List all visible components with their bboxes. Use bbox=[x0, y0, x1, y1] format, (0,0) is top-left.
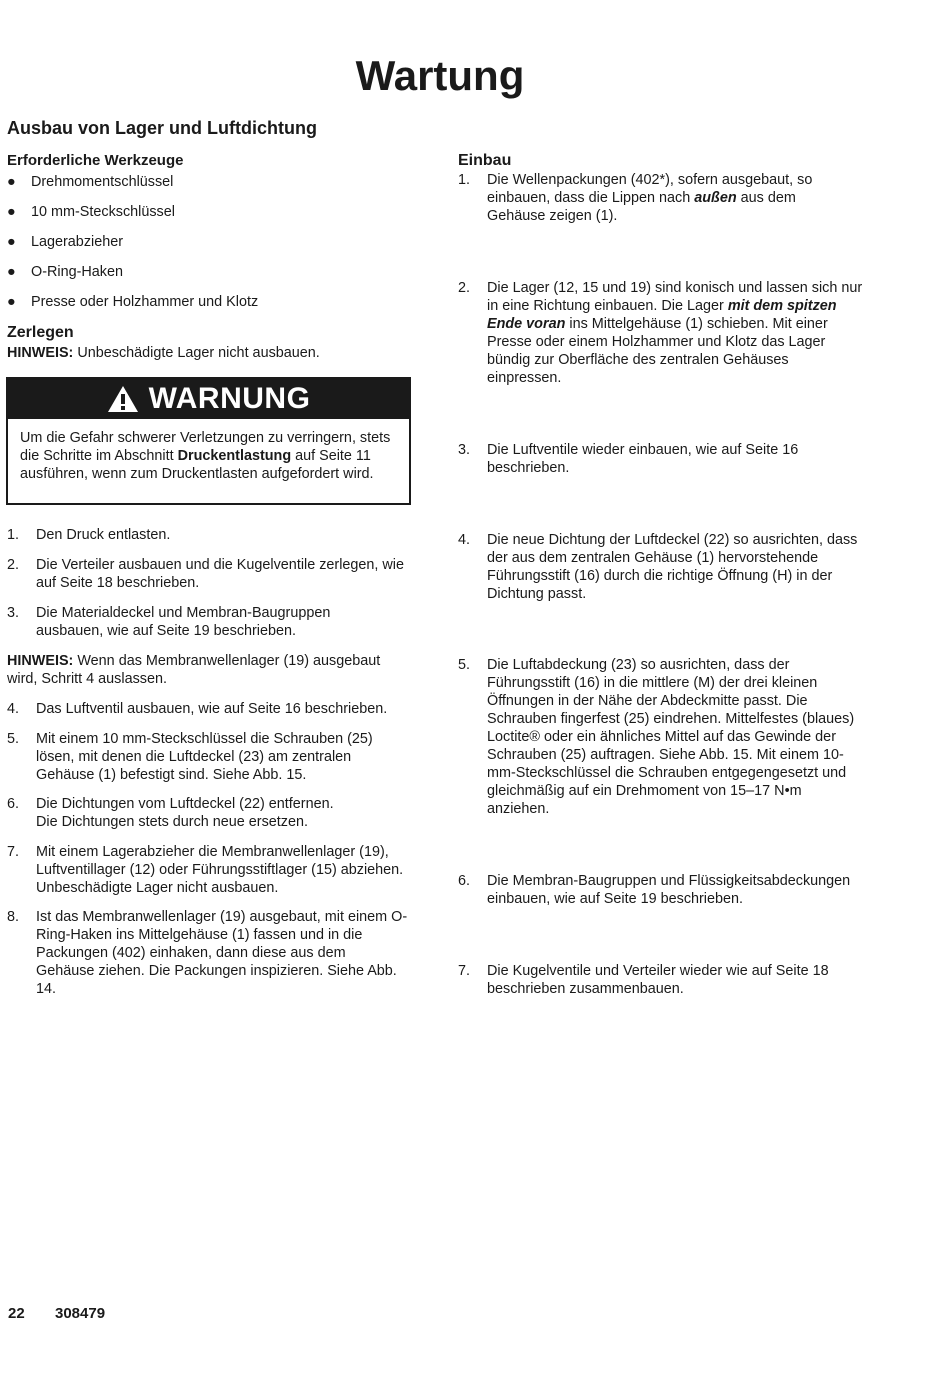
warning-text: Um die Gefahr schwerer Verletzungen zu verringern, stets die Schritte im Abschnitt Druckentlastung auf Seite 11 ausführen, wenn zum Druckentlasten aufgefordert wird. bbox=[20, 430, 391, 482]
note-skip-step: HINWEIS: Wenn das Membranwellenlager (19) ausgebaut wird, Schritt 4 auslassen. bbox=[7, 653, 381, 687]
warning-header bbox=[8, 379, 409, 419]
tool-item: ● Lagerabzieher bbox=[7, 234, 124, 250]
tool-item: ● 10 mm-Steckschlüssel bbox=[7, 204, 175, 220]
page-title: Wartung bbox=[355, 52, 525, 99]
section-title: Ausbau von Lager und Luftdichtung bbox=[7, 118, 317, 138]
tool-item: ● O-Ring-Haken bbox=[7, 264, 123, 280]
note-undamaged-bearings: HINWEIS: Unbeschädigte Lager nicht ausbauen. bbox=[7, 345, 320, 361]
warning-box bbox=[6, 377, 411, 505]
tool-item: ● Drehmomentschlüssel bbox=[7, 174, 174, 190]
warning-label: WARNUNG bbox=[148, 382, 311, 415]
warning-triangle-icon bbox=[107, 385, 139, 413]
tool-item: ● Presse oder Holzhammer und Klotz bbox=[7, 294, 259, 310]
installation-heading: Einbau bbox=[458, 152, 512, 169]
disassembly-heading: Zerlegen bbox=[7, 324, 74, 341]
page-number: 22 bbox=[8, 1305, 25, 1322]
document-number: 308479 bbox=[55, 1305, 106, 1322]
tools-heading: Erforderliche Werkzeuge bbox=[7, 152, 184, 169]
